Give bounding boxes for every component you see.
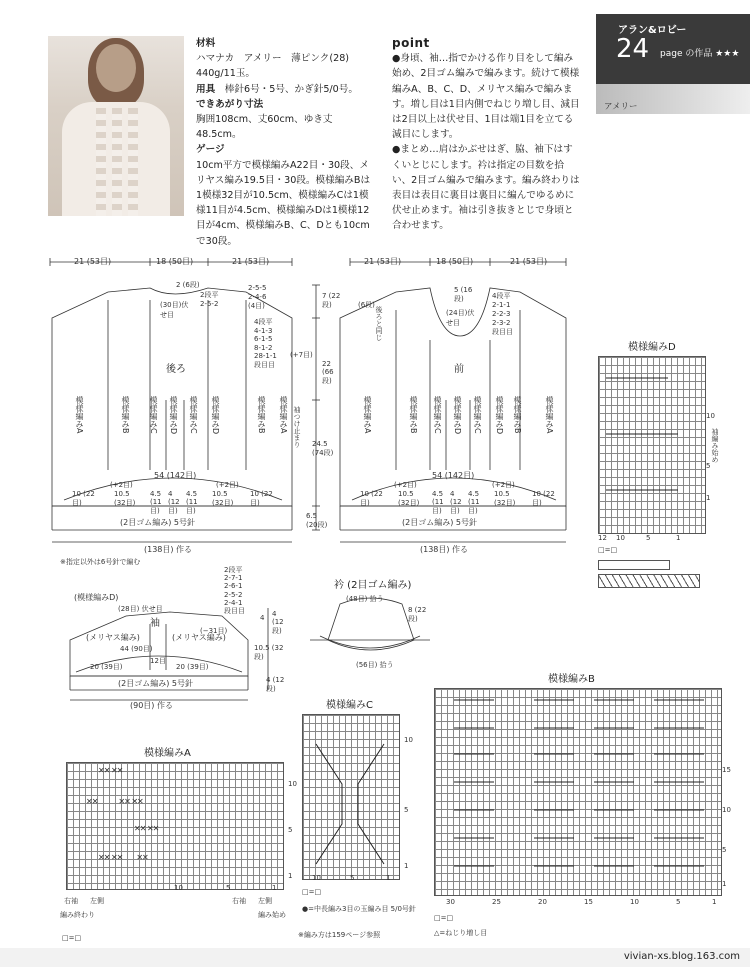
front-pattern-b-left: 模様編みB [409,396,418,434]
front-neck-dec-1: 4段平 [492,292,511,300]
back-pattern-c-right: 模様編みC [189,396,198,434]
chart-a-row-1: 1 [288,872,293,880]
side-plus7: (+7目) [290,351,313,359]
back-neck-left-2: 2-5-2 [200,300,219,308]
sleeve-minus31: (−31目) [200,627,228,635]
chart-c-col-5: 5 [350,874,355,882]
sleeve-title: 袖 [150,618,160,629]
front-bdim-6: 10.5 (32目) [494,490,516,507]
back-top-dim-1: 21 (53目) [74,257,112,266]
front-neck-left-2: 後ろと同じ [375,306,383,341]
side-dim-top: 7 (22段) [322,292,341,309]
chart-a-right-sleeve-1: 右袖 [64,897,78,905]
front-neck-depth: 5 (16段) [454,286,473,303]
front-cast-on: (138目) 作る [420,545,469,554]
materials-text: ハマナカ アメリー 薄ピンク(28) 440g/11玉。 [196,53,350,80]
back-bdim-4: 4 (12目) [168,490,180,515]
chart-c-legend-1: □=□ [302,888,322,896]
needle-note: ※指定以外は6号針で編む [60,558,141,566]
chart-a-left-2: 左側 [258,897,272,905]
chart-b-legend-2 [434,928,487,938]
chart-b-row-10: 10 [722,806,731,814]
back-pattern-b-left: 模様編みB [121,396,130,434]
back-title: 後ろ [166,364,186,375]
chart-d-col-1: 1 [676,534,681,542]
chart-d-side-label: 袖編み始め [711,428,719,463]
chart-a-end: 編み終わり [60,911,95,919]
front-neck-dec-5: 段目目 [492,328,513,336]
chart-c-row-1: 1 [404,862,409,870]
chart-a-right-sleeve-2: 右袖 [232,897,246,905]
sleeve-dec-4: 2-5-2 [224,590,243,599]
front-top-dim-3: 21 (53目) [510,257,548,266]
chart-a-col-1: 1 [272,884,277,892]
chart-c-col-1: 1 [386,874,391,882]
front-bdim-2: 10.5 (32目) [398,490,420,507]
collar-bottom: (56目) 拾う [356,661,394,669]
front-pattern-b-right: 模様編みB [513,396,522,434]
chart-b-col-1: 1 [712,898,717,906]
collar-side: 8 (22段) [408,606,427,623]
chart-c-col-10: 10 [312,874,321,882]
back-sh-dec-4: 8-1-2 [254,343,273,352]
back-neck-left [200,290,228,308]
side-dim-mid: 22 (66段) [322,360,334,385]
chart-b-col-30: 30 [446,898,455,906]
front-pattern-d-right: 模様編みD [495,396,504,435]
back-neck-dec-3: (4目) [248,302,265,310]
back-bdim-2: 10.5 (32目) [114,490,136,507]
front-bdim-5: 4.5 (11目) [468,490,480,515]
back-bdim-1: 10 (22目) [72,490,95,507]
back-sh-dec-3: 6-1-5 [254,335,273,343]
point-paragraph-1: ●身頃、袖…指でかける作り目をして編み始め、2目ゴム編みで編みます。続けて模様編みA、B、C、D、メリヤス編みで編みます。増し目は1目内側でねじり増し目、減目は2目以上は伏せ目、1目は端1目を立てる減目にします。 [392,53,580,141]
sleeve-pattern-d: (模様編みD) [74,593,119,602]
front-neck-decreases [492,292,513,337]
sleeve-dec-5: 2-4-1 [224,598,243,607]
series-name: アラン&ロビー [618,25,687,36]
footer-url: vivian-xs.blog.163.com [623,951,740,962]
front-neck-dec-2: 2-1-1 [492,301,511,309]
front-rib-label: (2目ゴム編み) 5号針 [402,518,477,527]
back-sh-dec-1: 4段平 [254,318,273,326]
chart-a-cross-4: ✕✕ ✕✕ ✕✕ [98,853,148,862]
gauge-text: 10cm平方で模様編みA22目・30段、メリヤス編み19.5目・30段。模様編みBは1模様32目が10.5cm、模様編みCは1模様11目が4.5cm、模様編みDは1模様12目が4cm、模様編みB、C、Dとも10cmで30段。 [196,159,371,247]
sleeve-stockinette-right: (メリヤス編み) [172,633,226,642]
chart-d-col-10: 10 [616,534,625,542]
chart-b-legend-1: □=□ [434,914,454,922]
back-neck-bindoff: (30目)伏せ目 [160,301,189,319]
chart-a-legend: □=□ [62,934,82,942]
chart-b-row-15: 15 [722,766,731,774]
back-plus2-left: (+2目) [110,481,133,489]
front-top-dim-1: 21 (53目) [364,257,402,266]
front-pattern-a-left: 模様編みA [363,396,372,434]
sleeve-bind-off: (28目) 伏せ目 [118,605,163,613]
sleeve-dec-6: 段目目 [224,607,245,616]
chart-d-legend-bar-1 [598,560,670,570]
page-number: 24 [616,34,650,64]
back-bdim-5: 4.5 (11目) [186,490,198,515]
chart-d-legend: □=□ [598,546,618,554]
front-neck-left-1: (6段) [358,301,375,309]
front-pattern-d-left: 模様編みD [453,396,462,435]
chart-b-legend-2-text: =ねじり増し目 [439,929,488,937]
front-pattern-a-right: 模様編みA [545,396,554,434]
back-bdim-6: 10.5 (32目) [212,490,234,507]
chart-b-col-10: 10 [630,898,639,906]
sleeve-mid-count: 44 (90目) [120,645,153,653]
front-bdim-3: 4.5 (11目) [432,490,444,515]
back-neck-dec-2: 2-4-6 [248,293,267,301]
sleeve-side-tiny: 4 [260,614,265,622]
chart-a-start: 編み始め [258,911,286,919]
chart-d-legend-bar-2 [598,574,700,588]
chart-c-row-10: 10 [404,736,413,744]
footer-bar [0,948,750,967]
chart-c-cable-lines [302,714,398,878]
sleeve-center: 12目 [150,657,166,665]
chart-a-cross-1: ✕✕ ✕✕ [98,766,123,775]
front-bdim-1: 10 (22目) [360,490,383,507]
front-neck-bindoff: (24目)伏せ目 [446,309,475,327]
chart-a-row-10: 10 [288,780,297,788]
back-neck-dec-1: 2-5-5 [248,284,267,292]
sleeve-h-mid: 10.5 (32段) [254,644,284,661]
front-bottom-total: 54 (142目) [432,471,475,480]
sleeve-h-rib: 4 (12段) [266,676,285,693]
gauge-heading: ゲージ [196,144,225,156]
side-dim-rib: 6.5 (20段) [306,512,328,529]
sleeve-dec-3: 2-6-1 [224,582,243,591]
back-shoulder-decreases [254,318,277,369]
sleeve-dec-1: 2段平 [224,566,243,574]
chart-d-row-10: 10 [706,412,715,420]
sleeve-side-right: 20 (39目) [176,663,209,671]
back-pattern-a-left: 模様編みA [75,396,84,434]
front-title: 前 [454,364,464,375]
chart-a-col-5: 5 [226,884,231,892]
chart-a-title: 模様編みA [144,748,191,759]
chart-a-row-5: 5 [288,826,293,834]
front-plus2-left: (+2目) [394,481,417,489]
chart-d-cable-lines [598,356,704,532]
side-dim-armhole: 24.5 (74段) [312,440,334,457]
back-sh-dec-2: 4-1-3 [254,326,273,335]
front-bdim-7: 10 (22目) [532,490,555,507]
collar-title: 衿 (2目ゴム編み) [334,580,412,591]
chart-b-col-20: 20 [538,898,547,906]
front-pattern-c-right: 模様編みC [473,396,482,434]
tools-text: 棒針6号・5号、かぎ針5/0号。 [224,83,358,95]
chart-d-col-5: 5 [646,534,651,542]
chart-b-row-5: 5 [722,846,727,854]
chart-b-col-15: 15 [584,898,593,906]
back-pattern-d-left: 模様編みD [169,396,178,435]
sleeve-dec-2: 2-7-1 [224,574,243,583]
chart-b-col-5: 5 [676,898,681,906]
twist-increase-icon: △ [434,929,440,937]
chart-b-col-25: 25 [492,898,501,906]
sleeve-h-top: 4 (12段) [272,610,284,635]
front-bdim-4: 4 (12目) [450,490,462,515]
chart-a-grid [66,762,284,890]
back-top-dim-3: 21 (53目) [232,257,270,266]
front-plus2-right: (+2目) [492,481,515,489]
back-neck-decreases [248,284,266,311]
front-neck-dec-3: 2-2-3 [492,310,511,318]
chart-b-title: 模様編みB [548,674,595,685]
sleeve-decreases [224,566,245,615]
back-pattern-d-right: 模様編みD [211,396,220,435]
chart-b-cable-lines [434,688,720,894]
size-heading: できあがり寸法 [196,98,264,110]
back-top-dim-2: 18 (50目) [156,257,194,266]
item-name: アメリー [604,102,638,112]
back-pattern-c-left: 模様編みC [149,396,158,434]
collar-top: (48目) 拾う [346,595,384,603]
chart-d-col-12: 12 [598,534,607,542]
chart-b-row-1: 1 [722,880,727,888]
back-sh-dec-5: 28-1-1 [254,352,277,360]
chart-c-legend-2: ●=中長編み3目の玉編み目 5/0号針 [302,905,416,913]
chart-d-title: 模様編みD [628,342,676,353]
tools-heading: 用具 [196,83,216,95]
front-top-dim-2: 18 (50目) [436,257,474,266]
chart-a-cross-2: ✕✕ ✕✕ ✕✕ [86,797,143,806]
materials-heading: 材料 [196,38,216,49]
sleeve-side-left: 20 (39目) [90,663,123,671]
back-bdim-7: 10 (22目) [250,490,273,507]
point-title: point [392,36,430,50]
sleeve-stockinette-left: (メリヤス編み) [86,633,140,642]
back-bottom-total: 54 (142目) [154,471,197,480]
side-armhole-label: 袖つけ止まり [293,406,301,448]
sleeve-cast-on: (90目) 作る [130,701,173,710]
point-paragraph-2: ●まとめ…肩はかぶせはぎ、脇、袖下はすくいとじにします。衿は指定の目数を拾い、2目ゴム編みで編みます。編み終わりは表目は表目に裏目は裏目に編んでゆるめに伏せ止めます。袖は引き抜きとじで身頃と合わせます。 [392,144,580,232]
chart-a-left-1: 左側 [90,897,104,905]
chart-a-cross-3: ✕✕ ✕✕ [134,824,159,833]
size-text: 胸囲108cm、丈60cm、ゆき丈48.5cm。 [196,114,333,141]
front-pattern-c-left: 模様編みC [433,396,442,434]
sleeve-rib-label: (2目ゴム編み) 5号針 [118,679,193,688]
chart-d-row-1: 1 [706,494,711,502]
chart-a-col-10: 10 [174,884,183,892]
back-bdim-3: 4.5 (11目) [150,490,162,515]
back-pattern-b-right: 模様編みB [257,396,266,434]
chart-c-title: 模様編みC [326,700,373,711]
back-neck-left-1: 2段平 [200,291,219,299]
front-neck-dec-4: 2-3-2 [492,319,511,327]
back-rib-label: (2目ゴム編み) 5号針 [120,518,195,527]
chart-c-row-5: 5 [404,806,409,814]
back-pattern-a-right: 模様編みA [279,396,288,434]
back-sh-dec-6: 段目目 [254,360,275,369]
back-plus2-right: (+2目) [216,481,239,489]
chart-d-row-5: 5 [706,462,711,470]
page-suffix: page の作品 ★★★ [660,49,740,59]
back-neck-depth: 2 (6段) [176,281,200,289]
chart-c-legend-2-text: 中長編み3目の玉編み目 5/0号針 [313,905,416,913]
chart-c-note: ※編み方は159ページ参照 [298,931,381,939]
back-cast-on: (138目) 作る [144,545,193,554]
